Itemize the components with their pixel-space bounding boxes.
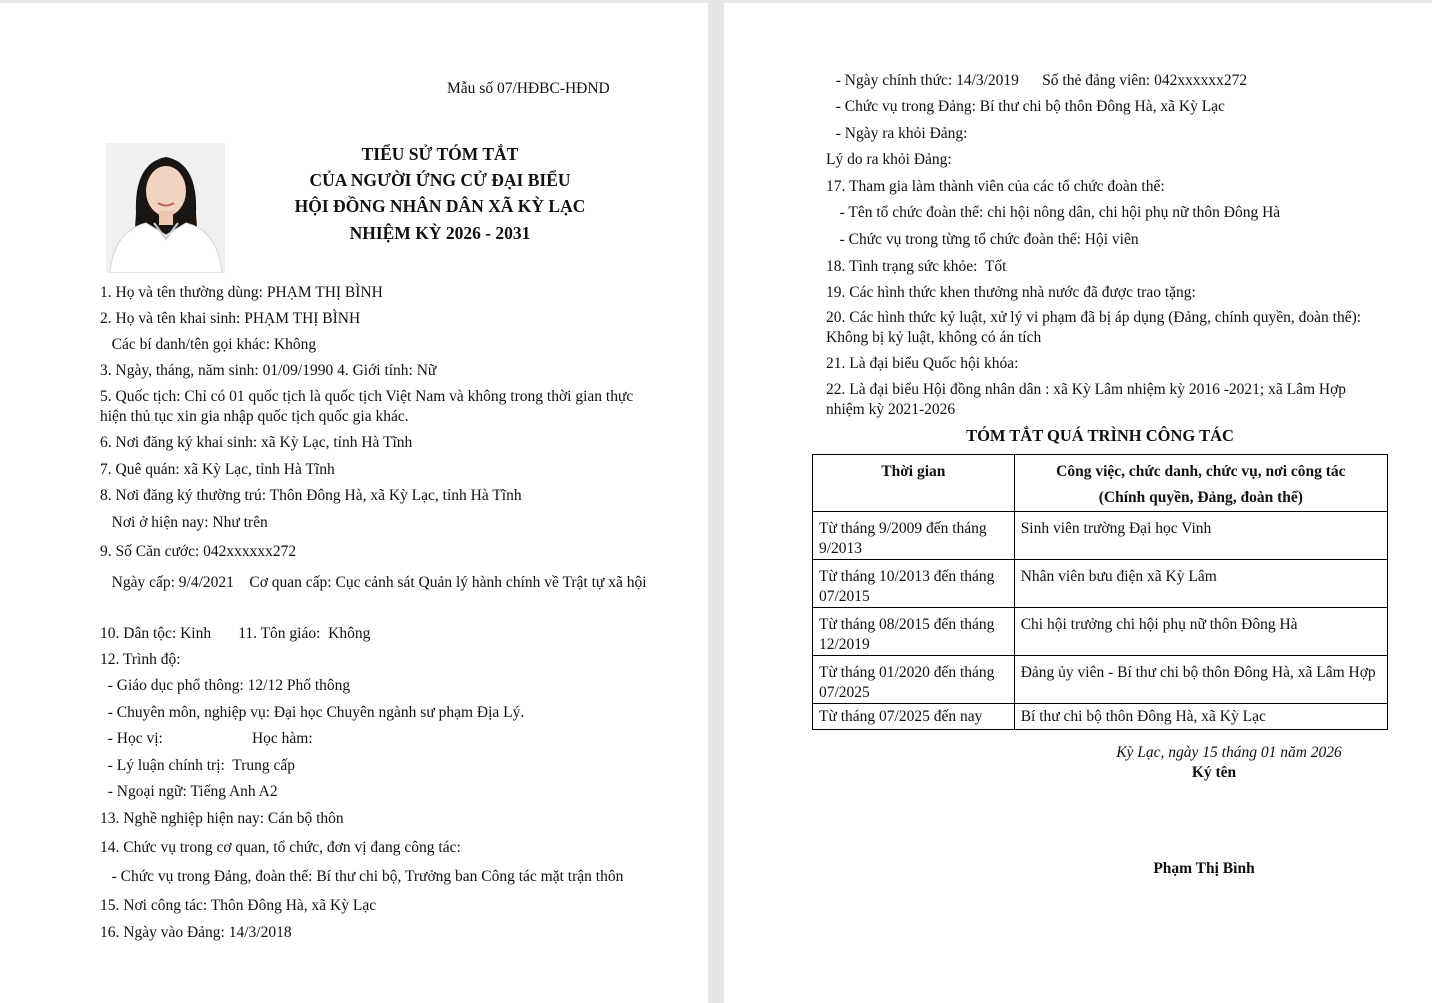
item-7: 7. Quê quán: xã Kỳ Lạc, tỉnh Hà Tĩnh <box>100 461 335 478</box>
title-line-4: NHIỆM KỲ 2026 - 2031 <box>349 223 531 243</box>
row-job: Sinh viên trường Đại học Vinh <box>1014 512 1387 560</box>
item-15: 15. Nơi công tác: Thôn Đông Hà, xã Kỳ Lạc <box>100 897 377 914</box>
table-row <box>813 608 1388 656</box>
signature-place-date: Kỳ Lạc, ngày 15 tháng 01 năm 2026 <box>1116 744 1342 761</box>
item-1: 1. Họ và tên thường dùng: PHẠM THỊ BÌNH <box>100 284 383 301</box>
item-16-leave-date: - Ngày ra khỏi Đảng: <box>828 125 968 142</box>
item-16-leave-reason: Lý do ra khỏi Đảng: <box>826 151 952 168</box>
item-3: 3. Ngày, tháng, năm sinh: 01/09/1990 4. Giới tính: Nữ <box>100 362 437 379</box>
item-16: 16. Ngày vào Đảng: 14/3/2018 <box>100 924 292 941</box>
title-line-1: TIỂU SỬ TÓM TẮT <box>361 144 519 164</box>
item-18: 18. Tình trạng sức khỏe: Tốt <box>826 258 1007 275</box>
item-17-role: - Chức vụ trong từng tổ chức đoàn thể: Hội viên <box>828 231 1139 248</box>
work-history-heading: TÓM TẮT QUÁ TRÌNH CÔNG TÁC <box>966 426 1234 445</box>
portrait-photo <box>106 143 225 273</box>
item-2-alias: Các bí danh/tên gọi khác: Không <box>100 336 317 353</box>
title-line-2: CỦA NGƯỜI ỨNG CỬ ĐẠI BIỂU <box>309 170 571 190</box>
item-12: 12. Trình độ: <box>100 651 181 668</box>
item-16-party-role: - Chức vụ trong Đảng: Bí thư chi bộ thôn Đông Hà, xã Kỳ Lạc <box>828 98 1225 115</box>
item-20: 20. Các hình thức kỷ luật, xử lý vi phạm đã bị áp dụng (Đảng, chính quyền, đoàn thể): Không bị kỷ luật, không có án tích <box>826 309 1362 346</box>
col-job-header-line2: (Chính quyền, Đảng, đoàn thể) <box>1098 489 1303 506</box>
signature-label: Ký tên <box>1191 764 1237 781</box>
item-12-professional: - Chuyên môn, nghiệp vụ: Đại học Chuyên ngành sư phạm Địa Lý. <box>100 704 525 721</box>
item-5: 5. Quốc tịch: Chỉ có 01 quốc tịch là quốc tịch Việt Nam và không trong thời gian thực hiện thủ tục xin gia nhập quốc tịch quốc gia khác. <box>100 388 634 425</box>
item-8-current: Nơi ở hiện nay: Như trên <box>100 514 268 531</box>
item-12-language: - Ngoại ngữ: Tiếng Anh A2 <box>100 783 278 800</box>
page-left <box>0 3 708 1003</box>
work-history-table <box>812 454 1388 730</box>
item-9: 9. Số Căn cước: 042xxxxxx272 <box>100 543 297 560</box>
table-row <box>813 656 1388 704</box>
row-time: Từ tháng 01/2020 đến tháng 07/2025 <box>813 656 1015 704</box>
row-job: Bí thư chi bộ thôn Đông Hà, xã Kỳ Lạc <box>1014 704 1387 730</box>
item-19: 19. Các hình thức khen thưởng nhà nước đã được trao tặng: <box>826 284 1196 301</box>
form-code: Mẫu số 07/HĐBC-HĐND <box>447 80 610 97</box>
row-time: Từ tháng 07/2025 đến nay <box>813 704 1015 730</box>
row-job: Chi hội trưởng chi hội phụ nữ thôn Đông Hà <box>1014 608 1387 656</box>
item-6: 6. Nơi đăng ký khai sinh: xã Kỳ Lạc, tỉnh Hà Tĩnh <box>100 434 413 451</box>
table-row <box>813 560 1388 608</box>
table-row <box>813 512 1388 560</box>
item-14-party: - Chức vụ trong Đảng, đoàn thể: Bí thư chi bộ, Trưởng ban Công tác mặt trận thôn <box>100 868 624 885</box>
item-12-degree: - Học vị: Học hàm: <box>100 730 313 747</box>
item-9-issue: Ngày cấp: 9/4/2021 Cơ quan cấp: Cục cảnh sát Quản lý hành chính về Trật tự xã hội <box>100 574 647 591</box>
row-time: Từ tháng 9/2009 đến tháng 9/2013 <box>813 512 1015 560</box>
item-12-political: - Lý luận chính trị: Trung cấp <box>100 757 296 774</box>
item-22: 22. Là đại biểu Hội đồng nhân dân : xã Kỳ Lâm nhiệm kỳ 2016 -2021; xã Lâm Hợp nhiệm kỳ 2021-2026 <box>826 381 1347 418</box>
item-13: 13. Nghề nghiệp hiện nay: Cán bộ thôn <box>100 810 344 827</box>
table-header-row <box>813 455 1388 512</box>
row-time: Từ tháng 08/2015 đến tháng 12/2019 <box>813 608 1015 656</box>
item-17-org: - Tên tổ chức đoàn thể: chi hội nông dân, chi hội phụ nữ thôn Đông Hà <box>828 204 1281 221</box>
item-12-general: - Giáo dục phổ thông: 12/12 Phổ thông <box>100 677 351 694</box>
signer-name: Phạm Thị Bình <box>1153 860 1255 877</box>
row-job: Nhân viên bưu điện xã Kỳ Lâm <box>1014 560 1387 608</box>
page-right <box>724 3 1432 1003</box>
col-time-header: Thời gian <box>813 455 1015 512</box>
item-14: 14. Chức vụ trong cơ quan, tổ chức, đơn vị đang công tác: <box>100 839 461 856</box>
item-2: 2. Họ và tên khai sinh: PHẠM THỊ BÌNH <box>100 310 361 327</box>
item-8: 8. Nơi đăng ký thường trú: Thôn Đông Hà, xã Kỳ Lạc, tỉnh Hà Tĩnh <box>100 487 522 504</box>
title-line-3: HỘI ĐỒNG NHÂN DÂN XÃ KỲ LẠC <box>294 196 586 216</box>
row-time: Từ tháng 10/2013 đến tháng 07/2015 <box>813 560 1015 608</box>
item-10-11: 10. Dân tộc: Kinh 11. Tôn giáo: Không <box>100 625 371 642</box>
item-16-official: - Ngày chính thức: 14/3/2019 Số thẻ đảng viên: 042xxxxxx272 <box>828 72 1248 89</box>
table-row <box>813 704 1388 730</box>
item-21: 21. Là đại biểu Quốc hội khóa: <box>826 355 1019 372</box>
item-17: 17. Tham gia làm thành viên của các tổ chức đoàn thể: <box>826 178 1165 195</box>
col-job-header <box>1014 455 1387 512</box>
col-job-header-line1: Công việc, chức danh, chức vụ, nơi công tác <box>1056 463 1346 480</box>
row-job: Đảng ủy viên - Bí thư chi bộ thôn Đông Hà, xã Lâm Hợp <box>1014 656 1387 704</box>
